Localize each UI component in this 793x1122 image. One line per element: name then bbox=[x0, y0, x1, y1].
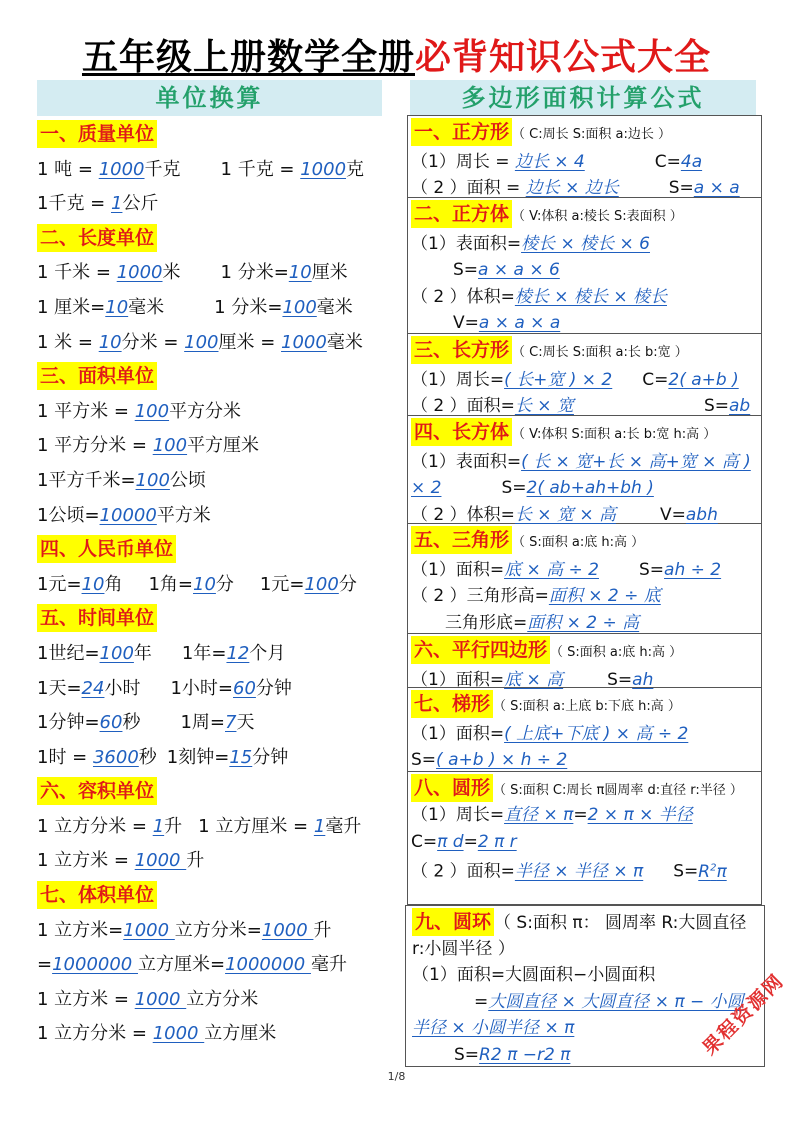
unit-conversion-section bbox=[37, 118, 397, 1052]
time-heading: 五、时间单位 bbox=[37, 604, 157, 632]
cuboid-box bbox=[407, 415, 762, 523]
ring-heading: 九、圆环 bbox=[412, 908, 494, 936]
area-formula-section bbox=[407, 115, 762, 905]
volume-row-3: 1 立方米 = 1000 立方分米 bbox=[37, 988, 259, 1010]
volume-heading: 七、体积单位 bbox=[37, 881, 157, 909]
length-row-2: 1 厘米=10毫米 1 分米=100毫米 bbox=[37, 296, 353, 318]
ring-legend: （ S:面积 π： 圆周率 R:大圆直径 r:小圆半径 ） bbox=[412, 913, 747, 959]
triangle-line-1: （1）面积=底 × 高 ÷ 2 S=ah ÷ 2 bbox=[411, 559, 722, 580]
mass-row-1: 1 吨 = 1000千克 1 千克 = 1000克 bbox=[37, 158, 365, 180]
area-row-4: 1公顷=10000平方米 bbox=[37, 504, 211, 526]
rectangle-heading: 三、长方形 bbox=[411, 336, 512, 364]
parallelogram-box bbox=[407, 633, 762, 690]
triangle-heading: 五、三角形 bbox=[411, 526, 512, 554]
money-heading: 四、人民币单位 bbox=[37, 535, 176, 563]
title-part-2: 必背知识公式大全 bbox=[415, 37, 712, 78]
volume-row-2: =1000000 立方厘米=1000000 毫升 bbox=[37, 954, 347, 976]
ring-line-3: S=R2 π −r2 π bbox=[454, 1044, 571, 1065]
cube-line-3: （ 2 ）体积=棱长 × 棱长 × 棱长 bbox=[411, 286, 667, 307]
area-row-3: 1平方千米=100公顷 bbox=[37, 469, 206, 491]
capacity-row-2: 1 立方米 = 1000 升 bbox=[37, 850, 205, 872]
square-line-2: （ 2 ）面积 = 边长 × 边长 S=a × a bbox=[411, 178, 740, 198]
volume-row-1: 1 立方米=1000 立方分米=1000 升 bbox=[37, 919, 332, 941]
triangle-legend: （ S:面积 a:底 h:高 ） bbox=[512, 535, 645, 550]
area-heading: 三、面积单位 bbox=[37, 362, 157, 390]
triangle-box bbox=[407, 523, 762, 633]
title-part-1: 五年级上册数学全册 bbox=[81, 37, 415, 78]
circle-heading: 八、圆形 bbox=[411, 774, 493, 802]
rectangle-box bbox=[407, 333, 762, 415]
trapezoid-line-2: S=( a+b ) × h ÷ 2 bbox=[411, 750, 568, 770]
triangle-line-2: （ 2 ）三角形高=面积 × 2 ÷ 底 bbox=[411, 586, 661, 606]
ring-line-1: （1）面积=大圆面积−小圆面积 bbox=[412, 965, 656, 985]
capacity-heading: 六、容积单位 bbox=[37, 777, 157, 805]
cube-line-1: （1）表面积=棱长 × 棱长 × 6 bbox=[411, 233, 650, 254]
cube-line-2: S=a × a × 6 bbox=[453, 260, 560, 280]
triangle-line-3: 三角形底=面积 × 2 ÷ 高 bbox=[445, 612, 640, 633]
volume-row-4: 1 立方分米 = 1000 立方厘米 bbox=[37, 1023, 277, 1045]
cube-legend: （ V:体积 a:棱长 S:表面积 ） bbox=[512, 209, 683, 224]
parallelogram-legend: （ S:面积 a:底 h:高 ） bbox=[550, 645, 683, 660]
circle-line-3: （ 2 ）面积=半径 × 半径 × π $S=R^2\pi$ bbox=[411, 861, 727, 882]
cube-box bbox=[407, 197, 762, 333]
rectangle-line-2: （ 2 ）面积=长 × 宽 S=ab bbox=[411, 396, 751, 416]
time-row-2: 1天=24小时 1小时=60分钟 bbox=[37, 677, 292, 699]
page-title bbox=[0, 36, 793, 80]
cuboid-line-1: （1）表面积=( 长 × 宽+长 × 高+宽 × 高 ) × 2 S=2( ab+ah+bh ) bbox=[411, 451, 751, 498]
header-area-formulas: 多边形面积计算公式 bbox=[410, 80, 756, 116]
cuboid-line-2: （ 2 ）体积=长 × 宽 × 高 V=abh bbox=[411, 504, 718, 525]
area-row-1: 1 平方米 = 100平方分米 bbox=[37, 400, 242, 422]
rectangle-legend: （ C:周长 S:面积 a:长 b:宽 ） bbox=[512, 345, 688, 360]
circle-box bbox=[407, 771, 762, 905]
circle-line-1: （1）周长=直径 × π=2 × π × 半径 bbox=[411, 805, 693, 825]
trapezoid-line-1: （1）面积=( 上底+下底 ) × 高 ÷ 2 bbox=[411, 723, 689, 744]
square-line-1: （1）周长 = 边长 × 4 C=4a bbox=[411, 151, 703, 172]
trapezoid-box bbox=[407, 687, 762, 771]
money-row-1: 1元=10角 1角=10分 1元=100分 bbox=[37, 573, 357, 595]
trapezoid-legend: （ S:面积 a:上底 b:下底 h:高 ） bbox=[493, 699, 681, 714]
rectangle-line-1: （1）周长=( 长+宽 ) × 2 C=2( a+b ) bbox=[411, 369, 739, 390]
ring-line-2: =大圆直径 × 大圆直径 × π − 小圆半径 × 小圆半径 × π bbox=[412, 991, 744, 1038]
length-heading: 二、长度单位 bbox=[37, 224, 157, 252]
length-row-1: 1 千米 = 1000米 1 分米=10厘米 bbox=[37, 262, 348, 284]
time-row-4: 1时 = 3600秒 1刻钟=15分钟 bbox=[37, 746, 289, 768]
square-heading: 一、正方形 bbox=[411, 118, 512, 146]
cube-line-4: V=a × a × a bbox=[453, 313, 561, 333]
circle-legend: （ S:面积 C:周长 π圆周率 d:直径 r:半径 ） bbox=[493, 783, 743, 798]
square-box bbox=[407, 115, 762, 197]
circle-line-2: C=π d=2 π r bbox=[411, 831, 517, 852]
parallelogram-line-1: （1）面积=底 × 高 S=ah bbox=[411, 669, 654, 690]
square-legend: （ C:周长 S:面积 a:边长 ） bbox=[512, 127, 671, 142]
time-row-1: 1世纪=100年 1年=12个月 bbox=[37, 642, 286, 664]
mass-row-2: 1千克 = 1公斤 bbox=[37, 193, 159, 215]
cuboid-legend: （ V:体积 S:面积 a:长 b:宽 h:高 ） bbox=[512, 427, 717, 442]
trapezoid-heading: 七、梯形 bbox=[411, 690, 493, 718]
watermark: 果程资源网 bbox=[698, 969, 789, 1060]
mass-heading: 一、质量单位 bbox=[37, 120, 157, 148]
time-row-3: 1分钟=60秒 1周=7天 bbox=[37, 712, 255, 734]
parallelogram-heading: 六、平行四边形 bbox=[411, 636, 550, 664]
header-unit-conversion: 单位换算 bbox=[37, 80, 382, 116]
page-number: 1/8 bbox=[387, 1070, 406, 1083]
cube-heading: 二、正方体 bbox=[411, 200, 512, 228]
cuboid-heading: 四、长方体 bbox=[411, 418, 512, 446]
area-row-2: 1 平方分米 = 100平方厘米 bbox=[37, 435, 260, 457]
length-row-3: 1 米 = 10分米 = 100厘米 = 1000毫米 bbox=[37, 331, 363, 353]
capacity-row-1: 1 立方分米 = 1升 1 立方厘米 = 1毫升 bbox=[37, 815, 362, 837]
